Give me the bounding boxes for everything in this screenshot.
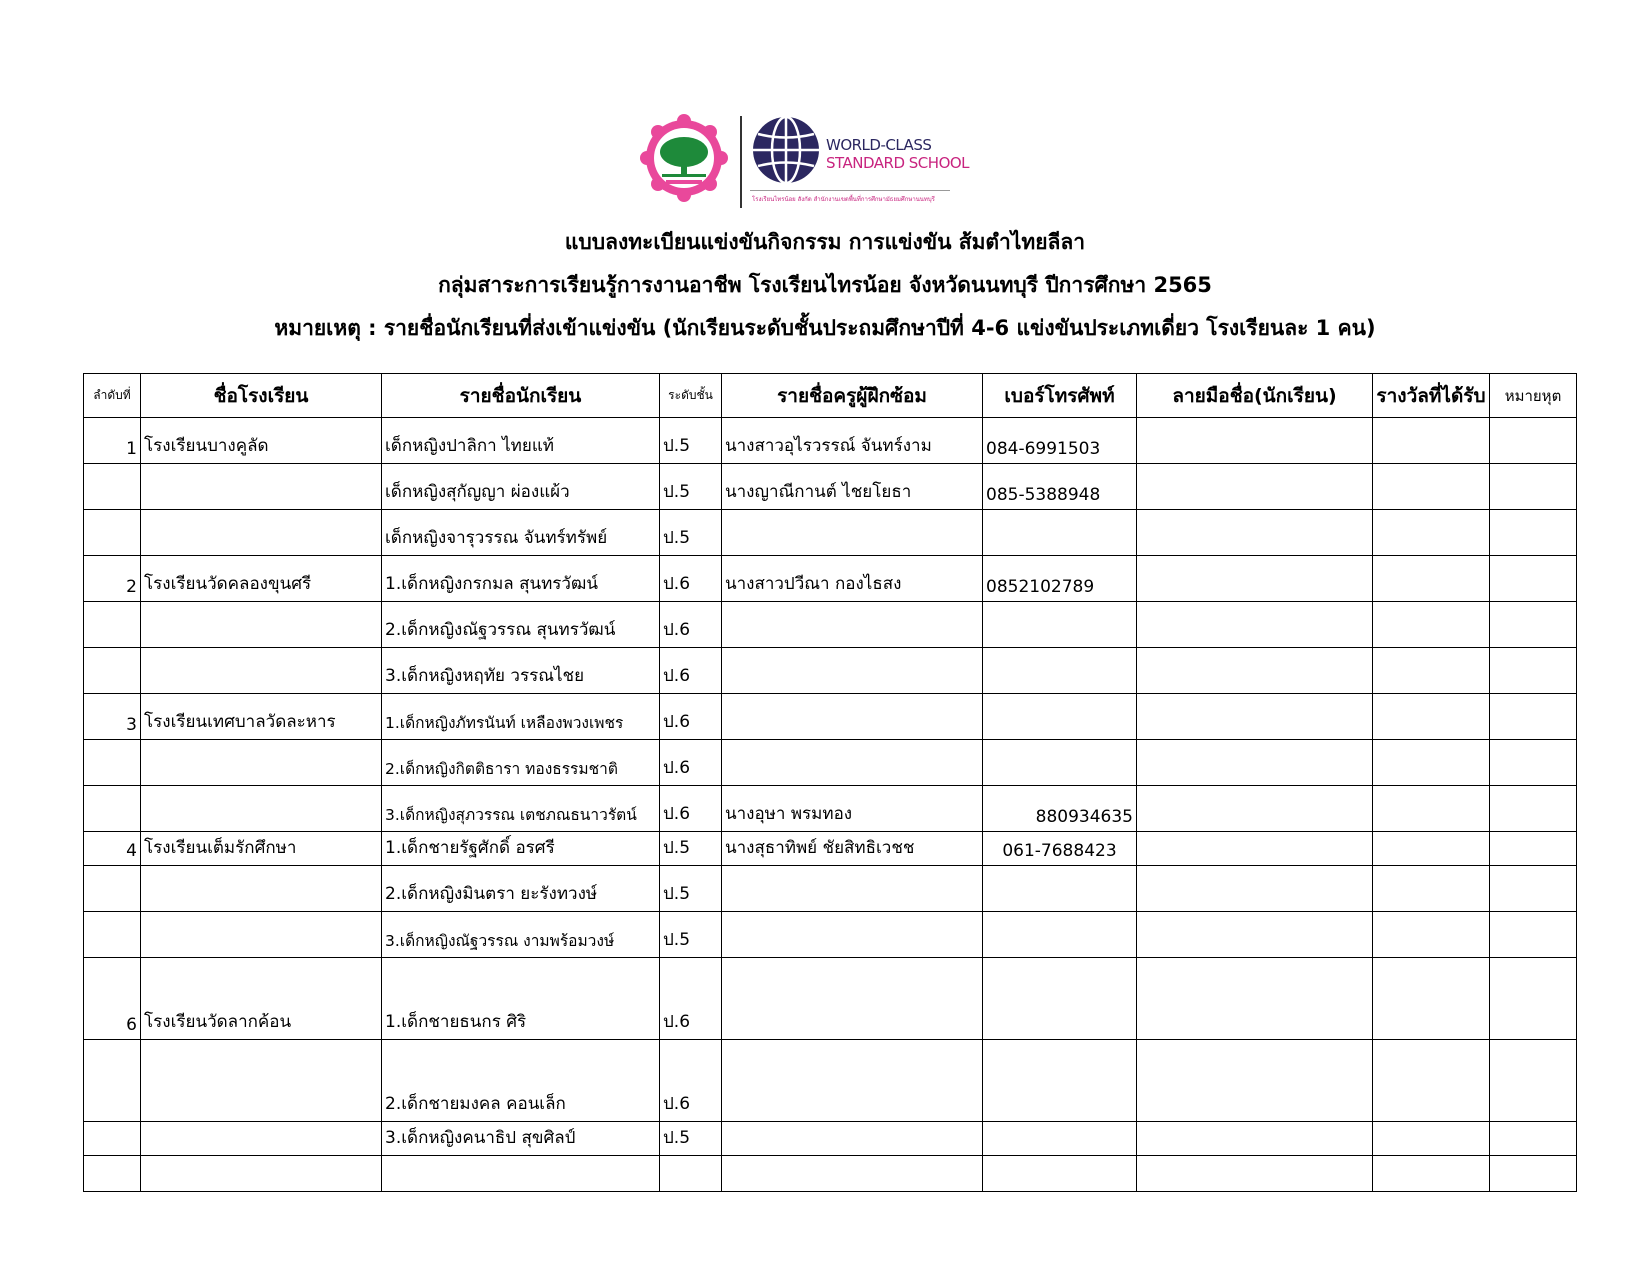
- cell-level: ป.6: [660, 740, 722, 786]
- cell-remark[interactable]: [1490, 786, 1577, 832]
- cell-no: [84, 1122, 141, 1156]
- cell-award[interactable]: [1373, 1040, 1490, 1122]
- cell-no: [84, 510, 141, 556]
- cell-no: [84, 866, 141, 912]
- cell-no: [84, 602, 141, 648]
- cell-school: [141, 786, 382, 832]
- col-header-teacher: รายชื่อครูผู้ฝึกซ้อม: [722, 374, 983, 418]
- cell-remark[interactable]: [1490, 832, 1577, 866]
- cell-signature[interactable]: [1137, 464, 1373, 510]
- cell-award[interactable]: [1373, 1122, 1490, 1156]
- col-header-no: ลำดับที่: [84, 374, 141, 418]
- cell-level: ป.6: [660, 602, 722, 648]
- cell-phone: [983, 648, 1137, 694]
- cell-phone: [983, 1040, 1137, 1122]
- cell-award[interactable]: [1373, 648, 1490, 694]
- cell-remark[interactable]: [1490, 602, 1577, 648]
- cell-remark[interactable]: [1490, 648, 1577, 694]
- cell-remark[interactable]: [1490, 740, 1577, 786]
- cell-signature[interactable]: [1137, 418, 1373, 464]
- cell-student: เด็กหญิงจารุวรรณ จันทร์ทรัพย์: [382, 510, 660, 556]
- cell-student: 2.เด็กหญิงมินตรา ยะรังทวงษ์: [382, 866, 660, 912]
- cell-phone: 061-7688423: [983, 832, 1137, 866]
- cell-teacher: [722, 866, 983, 912]
- cell-student: เด็กหญิงสุกัญญา ผ่องแผ้ว: [382, 464, 660, 510]
- cell-teacher: นางอุษา พรมทอง: [722, 786, 983, 832]
- cell-student: 2.เด็กหญิงณัฐวรรณ สุนทรวัฒน์: [382, 602, 660, 648]
- cell-phone: 880934635: [983, 786, 1137, 832]
- cell-level: ป.5: [660, 418, 722, 464]
- cell-phone: [983, 510, 1137, 556]
- cell-school: [141, 1040, 382, 1122]
- cell-student: 1.เด็กหญิงภัทรนันท์ เหลืองพวงเพชร: [382, 694, 660, 740]
- cell-signature[interactable]: [1137, 1040, 1373, 1122]
- table-row: [84, 866, 1577, 912]
- cell-teacher: [722, 1122, 983, 1156]
- cell-signature[interactable]: [1137, 740, 1373, 786]
- cell-phone: [983, 958, 1137, 1040]
- cell-school: [141, 1122, 382, 1156]
- cell-award[interactable]: [1373, 694, 1490, 740]
- cell-level: [660, 1156, 722, 1192]
- cell-level: ป.5: [660, 510, 722, 556]
- table-row: [84, 648, 1577, 694]
- wordmark-underline: [750, 190, 950, 191]
- cell-no: [84, 1156, 141, 1192]
- cell-teacher: นางสุธาทิพย์ ชัยสิทธิเวชช: [722, 832, 983, 866]
- cell-signature[interactable]: [1137, 556, 1373, 602]
- cell-phone: 0852102789: [983, 556, 1137, 602]
- table-row: [84, 556, 1577, 602]
- wordmark-line1: WORLD-CLASS: [826, 136, 932, 154]
- table-row: [84, 464, 1577, 510]
- cell-award[interactable]: [1373, 786, 1490, 832]
- cell-signature[interactable]: [1137, 1122, 1373, 1156]
- cell-teacher: นางสาวอุไรวรรณ์ จันทร์งาม: [722, 418, 983, 464]
- cell-no: 4: [84, 832, 141, 866]
- cell-no: 3: [84, 694, 141, 740]
- col-header-award: รางวัลที่ได้รับ: [1373, 374, 1490, 418]
- cell-level: ป.5: [660, 912, 722, 958]
- cell-signature[interactable]: [1137, 912, 1373, 958]
- cell-phone: [983, 912, 1137, 958]
- cell-phone: [983, 866, 1137, 912]
- cell-teacher: [722, 912, 983, 958]
- school-seal-icon: [640, 114, 728, 202]
- cell-award[interactable]: [1373, 510, 1490, 556]
- cell-level: ป.6: [660, 786, 722, 832]
- table-row: [84, 510, 1577, 556]
- cell-school: [141, 602, 382, 648]
- world-class-wordmark: [826, 136, 970, 186]
- col-header-level: ระดับชั้น: [660, 374, 722, 418]
- cell-signature[interactable]: [1137, 786, 1373, 832]
- cell-teacher: [722, 1040, 983, 1122]
- col-header-signature: ลายมือชื่อ(นักเรียน): [1137, 374, 1373, 418]
- cell-student: 3.เด็กหญิงสุภวรรณ เตชภณธนาวรัตน์: [382, 786, 660, 832]
- cell-level: ป.6: [660, 694, 722, 740]
- logo-caption: โรงเรียนไทรน้อย สังกัด สำนักงานเขตพื้นที่การศึกษามัธยมศึกษานนทบุรี: [752, 196, 935, 203]
- cell-phone: [983, 602, 1137, 648]
- globe-icon: [750, 114, 822, 186]
- cell-phone: [983, 694, 1137, 740]
- cell-award[interactable]: [1373, 740, 1490, 786]
- cell-award[interactable]: [1373, 958, 1490, 1040]
- cell-remark[interactable]: [1490, 866, 1577, 912]
- col-header-phone: เบอร์โทรศัพท์: [983, 374, 1137, 418]
- cell-remark[interactable]: [1490, 912, 1577, 958]
- cell-teacher: [722, 510, 983, 556]
- cell-no: 6: [84, 958, 141, 1040]
- cell-teacher: นางญาณีกานต์ ไชยโยธา: [722, 464, 983, 510]
- form-title: แบบลงทะเบียนแข่งขันกิจกรรม การแข่งขัน ส้มตำไทยลีลา: [564, 230, 1086, 254]
- cell-school: โรงเรียนบางคูลัด: [141, 418, 382, 464]
- cell-remark[interactable]: [1490, 418, 1577, 464]
- form-note: หมายเหตุ : รายชื่อนักเรียนที่ส่งเข้าแข่งขัน (นักเรียนระดับชั้นประถมศึกษาปีที่ 4-6 แข่งขันประเภทเดี่ยว โรงเรียนละ 1 คน): [274, 316, 1376, 340]
- registration-table: [83, 373, 1577, 1192]
- cell-no: [84, 912, 141, 958]
- cell-student: 3.เด็กหญิงณัฐวรรณ งามพร้อมวงษ์: [382, 912, 660, 958]
- cell-award[interactable]: [1373, 866, 1490, 912]
- cell-school: โรงเรียนเทศบาลวัดละหาร: [141, 694, 382, 740]
- table-row: [84, 958, 1577, 1040]
- wordmark-line2: STANDARD SCHOOL: [826, 154, 970, 172]
- cell-no: [84, 740, 141, 786]
- cell-level: ป.6: [660, 1040, 722, 1122]
- cell-no: [84, 786, 141, 832]
- cell-award[interactable]: [1373, 464, 1490, 510]
- cell-phone: [983, 740, 1137, 786]
- cell-student: 1.เด็กชายธนกร ศิริ: [382, 958, 660, 1040]
- cell-school: [141, 740, 382, 786]
- form-subtitle: กลุ่มสาระการเรียนรู้การงานอาชีพ โรงเรียนไทรน้อย จังหวัดนนทบุรี ปีการศึกษา 2565: [438, 273, 1212, 297]
- cell-teacher: [722, 602, 983, 648]
- cell-student: 3.เด็กหญิงคนาธิป สุขศิลป์: [382, 1122, 660, 1156]
- cell-phone: [983, 1156, 1137, 1192]
- cell-school: โรงเรียนวัดคลองขุนศรี: [141, 556, 382, 602]
- cell-award[interactable]: [1373, 602, 1490, 648]
- cell-teacher: [722, 648, 983, 694]
- cell-school: [141, 866, 382, 912]
- cell-no: [84, 648, 141, 694]
- table-row: [84, 786, 1577, 832]
- table-row: [84, 832, 1577, 866]
- table-row: [84, 740, 1577, 786]
- cell-signature[interactable]: [1137, 694, 1373, 740]
- table-row: [84, 1040, 1577, 1122]
- cell-student: 2.เด็กหญิงกิตติธารา ทองธรรมชาติ: [382, 740, 660, 786]
- table-row: [84, 602, 1577, 648]
- cell-remark[interactable]: [1490, 1122, 1577, 1156]
- cell-level: ป.6: [660, 648, 722, 694]
- table-header-row: [84, 374, 1577, 418]
- cell-phone: 084-6991503: [983, 418, 1137, 464]
- cell-award[interactable]: [1373, 912, 1490, 958]
- table-row: [84, 912, 1577, 958]
- cell-student: [382, 1156, 660, 1192]
- cell-level: ป.6: [660, 958, 722, 1040]
- col-header-student: รายชื่อนักเรียน: [382, 374, 660, 418]
- cell-student: 3.เด็กหญิงหฤทัย วรรณไชย: [382, 648, 660, 694]
- cell-remark[interactable]: [1490, 1156, 1577, 1192]
- cell-student: เด็กหญิงปาลิกา ไทยแท้: [382, 418, 660, 464]
- cell-remark[interactable]: [1490, 510, 1577, 556]
- cell-school: [141, 464, 382, 510]
- cell-no: 2: [84, 556, 141, 602]
- cell-teacher: [722, 740, 983, 786]
- cell-level: ป.5: [660, 832, 722, 866]
- cell-remark[interactable]: [1490, 1040, 1577, 1122]
- cell-signature[interactable]: [1137, 832, 1373, 866]
- cell-level: ป.5: [660, 1122, 722, 1156]
- cell-school: [141, 1156, 382, 1192]
- cell-level: ป.5: [660, 866, 722, 912]
- cell-signature[interactable]: [1137, 866, 1373, 912]
- table-row: [84, 418, 1577, 464]
- cell-signature[interactable]: [1137, 958, 1373, 1040]
- cell-phone: 085-5388948: [983, 464, 1137, 510]
- cell-remark[interactable]: [1490, 464, 1577, 510]
- logo-divider: [740, 116, 742, 208]
- cell-no: [84, 1040, 141, 1122]
- cell-no: [84, 464, 141, 510]
- cell-award[interactable]: [1373, 832, 1490, 866]
- cell-student: 2.เด็กชายมงคล คอนเล็ก: [382, 1040, 660, 1122]
- cell-teacher: [722, 958, 983, 1040]
- table-row: [84, 1122, 1577, 1156]
- cell-phone: [983, 1122, 1137, 1156]
- cell-school: [141, 912, 382, 958]
- cell-student: 1.เด็กหญิงกรกมล สุนทรวัฒน์: [382, 556, 660, 602]
- cell-award[interactable]: [1373, 1156, 1490, 1192]
- cell-level: ป.5: [660, 464, 722, 510]
- cell-school: [141, 510, 382, 556]
- cell-signature[interactable]: [1137, 648, 1373, 694]
- cell-teacher: นางสาวปวีณา กองไธสง: [722, 556, 983, 602]
- col-header-school: ชื่อโรงเรียน: [141, 374, 382, 418]
- col-header-remark: หมายหุต: [1490, 374, 1577, 418]
- table-row: [84, 694, 1577, 740]
- cell-signature[interactable]: [1137, 1156, 1373, 1192]
- cell-remark[interactable]: [1490, 556, 1577, 602]
- cell-signature[interactable]: [1137, 602, 1373, 648]
- cell-student: 1.เด็กชายรัฐศักดิ์ อรศรี: [382, 832, 660, 866]
- cell-level: ป.6: [660, 556, 722, 602]
- cell-school: โรงเรียนเต็มรักศึกษา: [141, 832, 382, 866]
- cell-signature[interactable]: [1137, 510, 1373, 556]
- cell-school: [141, 648, 382, 694]
- cell-award[interactable]: [1373, 556, 1490, 602]
- cell-award[interactable]: [1373, 418, 1490, 464]
- cell-teacher: [722, 694, 983, 740]
- cell-school: โรงเรียนวัดลากค้อน: [141, 958, 382, 1040]
- cell-teacher: [722, 1156, 983, 1192]
- cell-remark[interactable]: [1490, 694, 1577, 740]
- cell-remark[interactable]: [1490, 958, 1577, 1040]
- table-row: [84, 1156, 1577, 1192]
- cell-no: 1: [84, 418, 141, 464]
- logo-area: [640, 112, 970, 212]
